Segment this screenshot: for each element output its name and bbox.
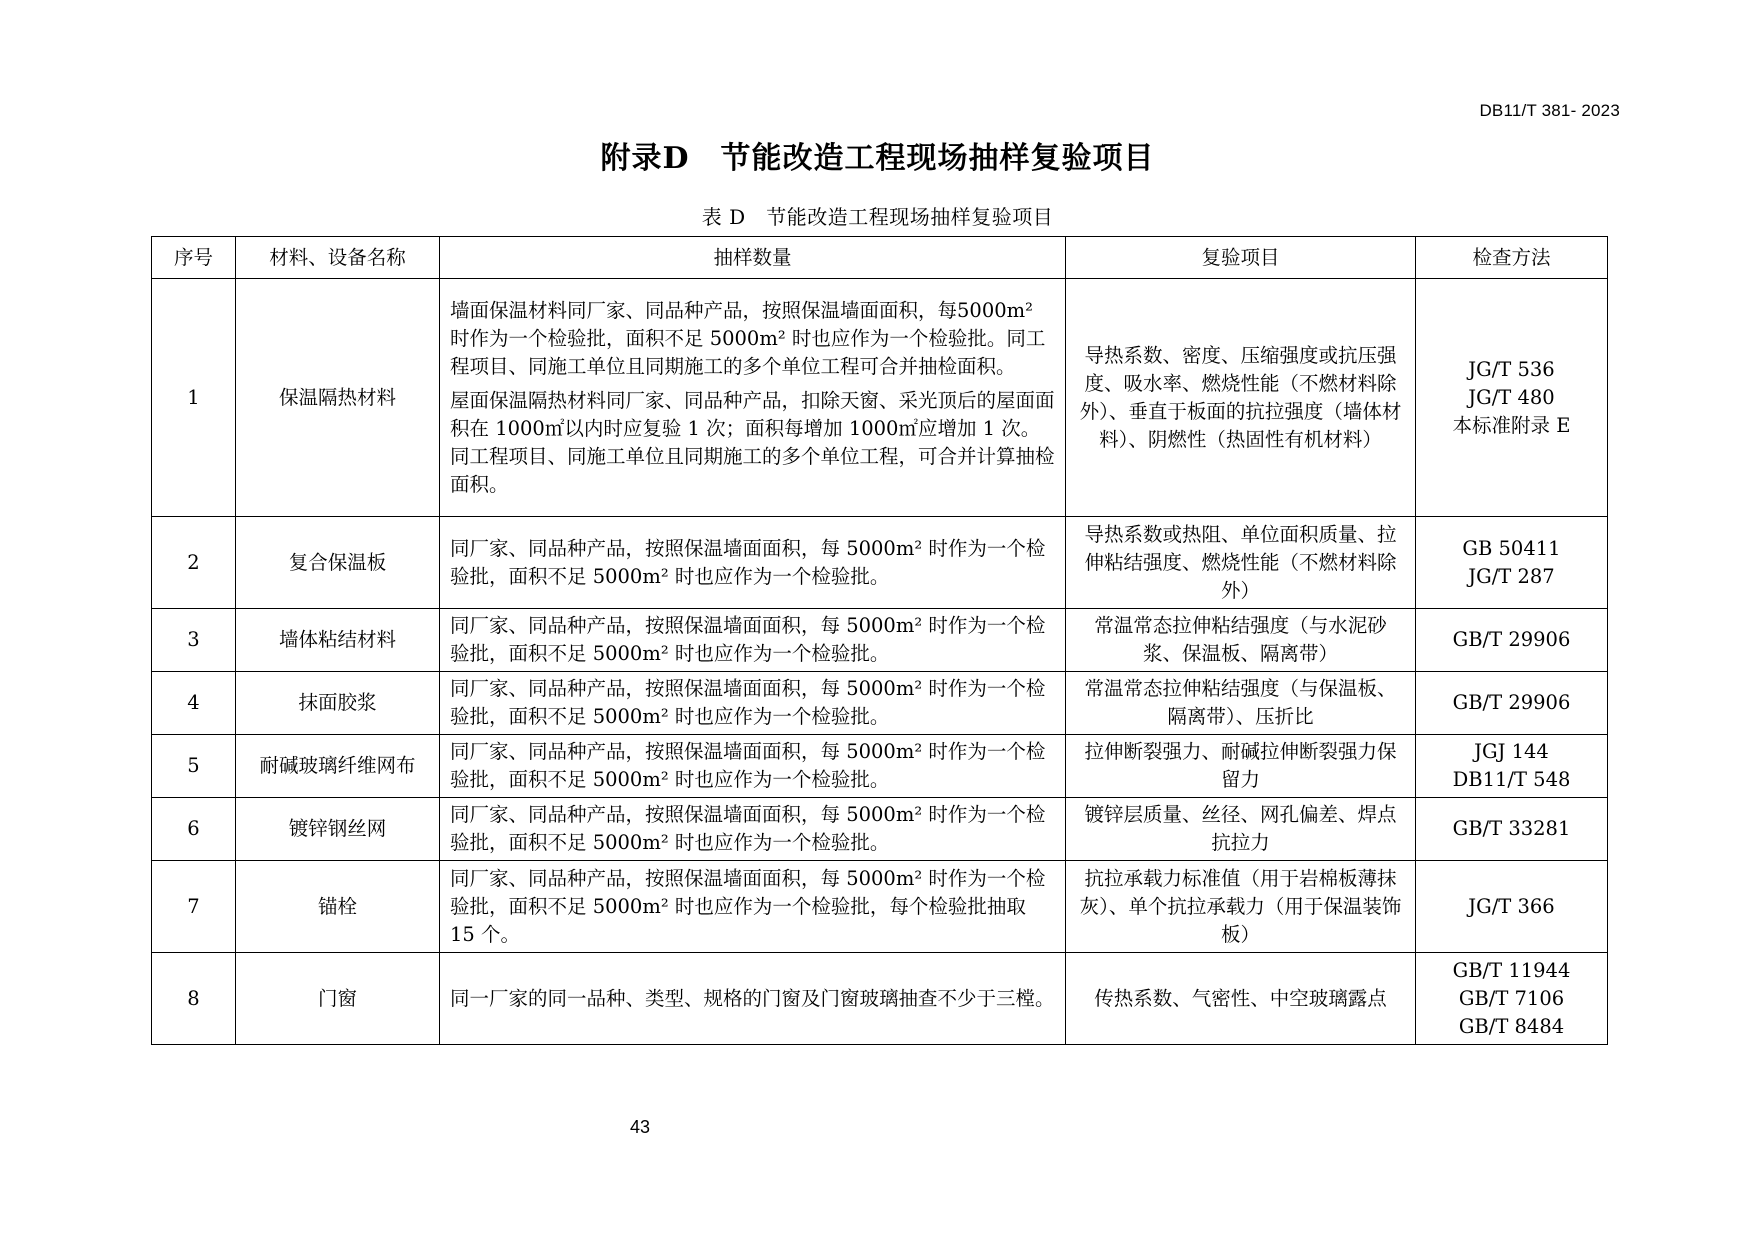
table-header-row — [152, 237, 1608, 279]
row-name: 锚栓 — [236, 861, 440, 953]
row-tests: 镀锌层质量、丝径、网孔偏差、焊点抗拉力 — [1066, 798, 1416, 861]
row-methods — [1416, 735, 1608, 798]
row-methods — [1416, 279, 1608, 517]
row-sampling: 同厂家、同品种产品，按照保温墙面面积，每 5000m² 时作为一个检验批，面积不足 5000m² 时也应作为一个检验批。 — [440, 672, 1066, 735]
row-sampling: 同厂家、同品种产品，按照保温墙面面积，每 5000m² 时作为一个检验批，面积不足 5000m² 时也应作为一个检验批。 — [440, 798, 1066, 861]
row-tests: 导热系数或热阻、单位面积质量、拉伸粘结强度、燃烧性能（不燃材料除外） — [1066, 517, 1416, 609]
row-name: 复合保温板 — [236, 517, 440, 609]
row-tests: 常温常态拉伸粘结强度（与保温板、隔离带）、压折比 — [1066, 672, 1416, 735]
row-sampling: 同一厂家的同一品种、类型、规格的门窗及门窗玻璃抽查不少于三樘。 — [440, 953, 1066, 1045]
column-header-name: 材料、设备名称 — [236, 237, 440, 279]
row-sampling: 同厂家、同品种产品，按照保温墙面面积，每 5000m² 时作为一个检验批，面积不足 5000m² 时也应作为一个检验批。 — [440, 609, 1066, 672]
table-row — [152, 609, 1608, 672]
row-name: 耐碱玻璃纤维网布 — [236, 735, 440, 798]
sampling-paragraph: 墙面保温材料同厂家、同品种产品，按照保温墙面面积，每5000m² 时作为一个检验批，面积不足 5000m² 时也应作为一个检验批。同工程项目、同施工单位且同期施工的多个单位工程可合并抽检面积。 — [450, 298, 1046, 378]
row-no: 2 — [152, 517, 236, 609]
row-methods — [1416, 861, 1608, 953]
method-standard: JG/T 536 — [1468, 357, 1555, 381]
row-methods — [1416, 672, 1608, 735]
column-header-methods: 检查方法 — [1416, 237, 1608, 279]
column-header-no: 序号 — [152, 237, 236, 279]
table-row — [152, 953, 1608, 1045]
method-standard: JG/T 287 — [1468, 564, 1555, 588]
row-name: 保温隔热材料 — [236, 279, 440, 517]
row-sampling: 同厂家、同品种产品，按照保温墙面面积，每 5000m² 时作为一个检验批，面积不足 5000m² 时也应作为一个检验批，每个检验批抽取 15 个。 — [440, 861, 1066, 953]
row-no: 6 — [152, 798, 236, 861]
method-standard: JG/T 480 — [1468, 385, 1555, 409]
method-standard: DB11/T 548 — [1452, 768, 1571, 791]
method-standard: GB/T 29906 — [1452, 691, 1571, 714]
page-number: 43 — [629, 1117, 651, 1137]
appendix-title: 附录D 节能改造工程现场抽样复验项目 — [600, 141, 1155, 176]
standard-code: DB11/T 381- 2023 — [1479, 101, 1620, 120]
row-tests: 拉伸断裂强力、耐碱拉伸断裂强力保留力 — [1066, 735, 1416, 798]
row-methods — [1416, 609, 1608, 672]
table-caption: 表 D 节能改造工程现场抽样复验项目 — [701, 205, 1054, 229]
table-row — [152, 798, 1608, 861]
row-methods — [1416, 517, 1608, 609]
row-tests: 导热系数、密度、压缩强度或抗压强度、吸水率、燃烧性能（不燃材料除外）、垂直于板面的抗拉强度（墙体材料）、阴燃性（热固性有机材料） — [1066, 279, 1416, 517]
row-tests: 抗拉承载力标准值（用于岩棉板薄抹灰）、单个抗拉承载力（用于保温装饰板） — [1066, 861, 1416, 953]
row-no: 1 — [152, 279, 236, 517]
method-standard: 本标准附录 E — [1452, 413, 1571, 437]
table-row — [152, 861, 1608, 953]
method-standard: JG/T 366 — [1468, 894, 1555, 918]
row-name: 镀锌钢丝网 — [236, 798, 440, 861]
table-row — [152, 517, 1608, 609]
row-no: 5 — [152, 735, 236, 798]
row-sampling: 同厂家、同品种产品，按照保温墙面面积，每 5000m² 时作为一个检验批，面积不足 5000m² 时也应作为一个检验批。 — [440, 735, 1066, 798]
row-no: 4 — [152, 672, 236, 735]
table-row — [152, 735, 1608, 798]
method-standard: GB/T 11944 — [1452, 958, 1571, 982]
row-no: 3 — [152, 609, 236, 672]
row-name: 门窗 — [236, 953, 440, 1045]
row-name: 墙体粘结材料 — [236, 609, 440, 672]
row-sampling — [440, 279, 1066, 517]
sampling-table — [151, 236, 1608, 1045]
column-header-tests: 复验项目 — [1066, 237, 1416, 279]
row-no: 7 — [152, 861, 236, 953]
method-standard: GB/T 33281 — [1452, 817, 1571, 840]
method-standard: JGJ 144 — [1474, 740, 1549, 763]
method-standard: GB/T 29906 — [1452, 628, 1571, 651]
method-standard: GB/T 8484 — [1458, 1014, 1565, 1038]
row-name: 抹面胶浆 — [236, 672, 440, 735]
row-tests: 传热系数、气密性、中空玻璃露点 — [1066, 953, 1416, 1045]
table-row — [152, 279, 1608, 517]
method-standard: GB/T 7106 — [1458, 986, 1565, 1010]
row-sampling: 同厂家、同品种产品，按照保温墙面面积，每 5000m² 时作为一个检验批，面积不足 5000m² 时也应作为一个检验批。 — [440, 517, 1066, 609]
column-header-sampling: 抽样数量 — [440, 237, 1066, 279]
row-no: 8 — [152, 953, 236, 1045]
method-standard: GB 50411 — [1462, 536, 1561, 560]
row-tests: 常温常态拉伸粘结强度（与水泥砂浆、保温板、隔离带） — [1066, 609, 1416, 672]
table-row — [152, 672, 1608, 735]
row-methods — [1416, 798, 1608, 861]
sampling-paragraph: 屋面保温隔热材料同厂家、同品种产品，扣除天窗、采光顶后的屋面面积在 1000㎡以内时应复验 1 次；面积每增加 1000㎡应增加 1 次。同工程项目、同施工单位且同期施工的多个单位工程，可合并计算抽检面积。 — [450, 388, 1055, 496]
row-methods — [1416, 953, 1608, 1045]
